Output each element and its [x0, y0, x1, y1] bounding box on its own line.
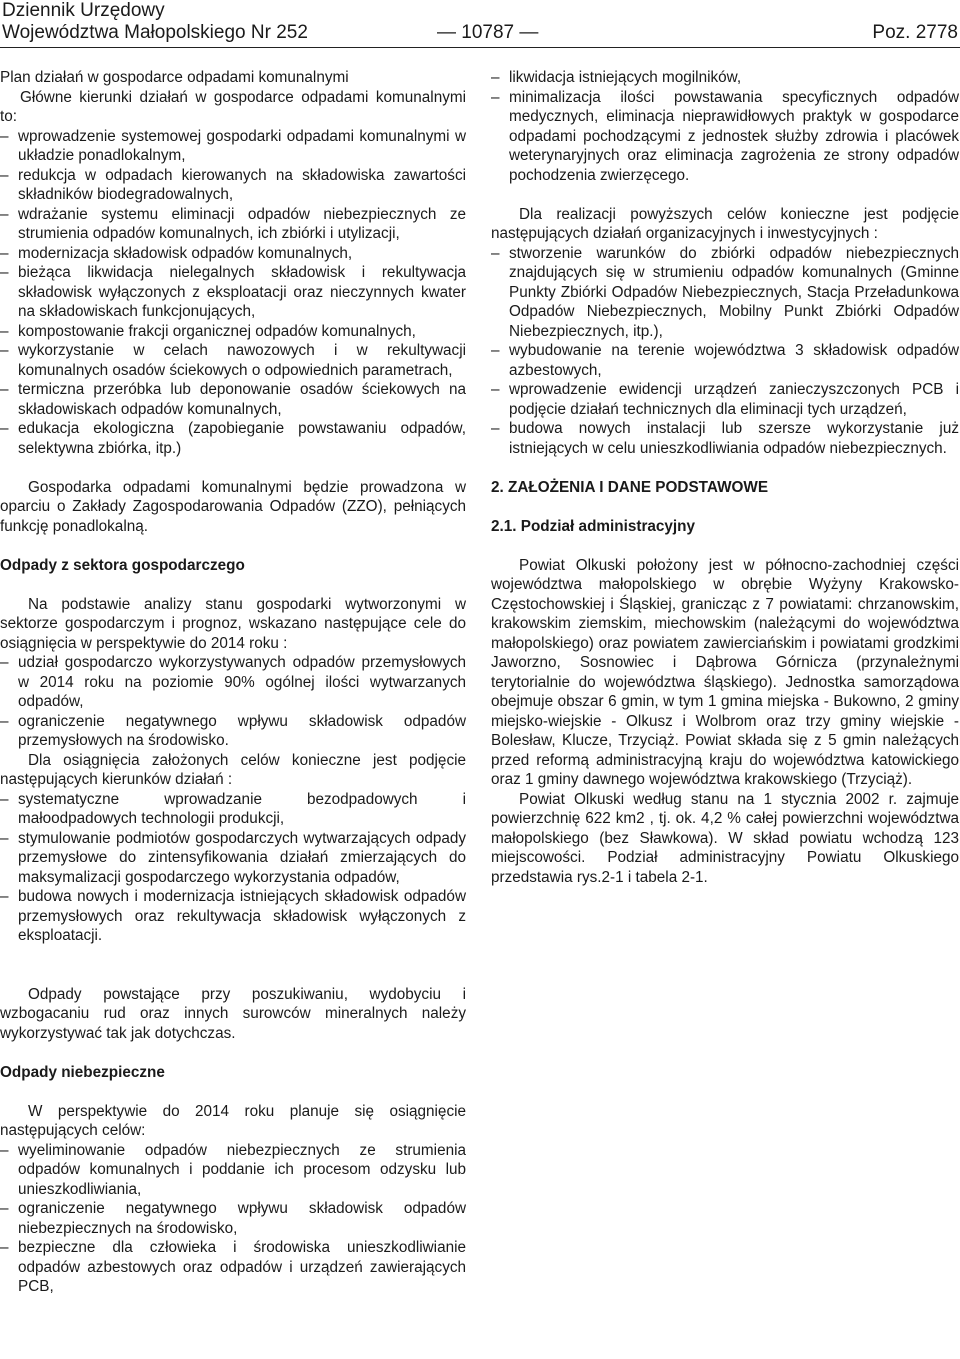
list-item: – kompostowanie frakcji organicznej odpadów komunalnych, — [0, 322, 466, 342]
journal-issue: Województwa Małopolskiego Nr 252 — [2, 22, 308, 43]
right-column — [491, 68, 959, 887]
list-item: – stworzenie warunków do zbiórki odpadów niebezpiecznych znajdujących się w strumieniu odpadów komunalnych (Gminne Punkty Zbiórki Odpadów Niebezpiecznych, Stacja Przeładunkowa Odpadów Niebezpiecznych, Mobilny Punkt Zbiórki Odpadów Niebezpiecznych, itp.), — [491, 244, 959, 342]
hazardous-intro: W perspektywie do 2014 roku planuje się osiągnięcie następujących celów: — [0, 1102, 466, 1139]
hazardous-actions-intro: Dla realizacji powyższych celów konieczne jest podjęcie następujących działań organizacyjnych i inwestycyjnych : — [491, 205, 959, 242]
economic-intro: Na podstawie analizy stanu gospodarki wytworzonymi w sektorze gospodarczym i prognoz, wskazano następujące cele do osiągnięcia w perspektywie do 2014 roku : — [0, 595, 466, 652]
list-item: – wykorzystanie w celach nawozowych i w rekultywacji komunalnych osadów ściekowych o odpowiednich parametrach, — [0, 341, 466, 380]
section-2-heading: 2. ZAŁOŻENIA I DANE PODSTAWOWE — [491, 478, 769, 496]
list-item: – modernizacja składowisk odpadów komunalnych, — [0, 244, 466, 264]
section-2-1-heading: 2.1. Podział administracyjny — [491, 517, 696, 535]
list-item: – udział gospodarczo wykorzystywanych odpadów przemysłowych w 2014 roku na poziomie 90% ogólnej ilości wytwarzanych odpadów, — [0, 653, 466, 712]
list-item: – wyeliminowanie odpadów niebezpiecznych ze strumienia odpadów komunalnych i poddanie ich procesom odzysku lub unieszkodliwiania, — [0, 1141, 466, 1200]
page-number: — 10787 — — [437, 22, 539, 43]
list-item: – wybudowanie na terenie województwa 3 składowisk odpadów azbestowych, — [491, 341, 959, 380]
list-item: – budowa nowych i modernizacja istniejących składowisk odpadów przemysłowych oraz rekultywacja składowisk wyłączonych z eksploatacji. — [0, 887, 466, 946]
list-item: – bezpieczne dla człowieka i środowiska unieszkodliwianie odpadów azbestowych oraz odpadów i urządzeń zawierających PCB, — [0, 1238, 466, 1297]
area-paragraph: Powiat Olkuski według stanu na 1 stycznia 2002 r. zajmuje powierzchnię 622 km2 , tj. ok. 4,2 % całej powierzchni województwa małopolskiego (bez Sławkowa). W skład powiatu wchodzą 123 miejscowości. Podział administracyjny Powiatu Olkuskiego przedstawia rys.2-1 i tabela 2-1. — [491, 790, 959, 886]
list-item: – wdrażanie systemu eliminacji odpadów niebezpiecznych ze strumienia odpadów komunalnych, ich zbiórki i utylizacji, — [0, 205, 466, 244]
list-item: – edukacja ekologiczna (zapobieganie powstawaniu odpadów, selektywna zbiórka, itp.) — [0, 419, 466, 458]
list-item: – minimalizacja ilości powstawania specyficznych odpadów medycznych, eliminacja nieprawidłowych praktyk w gospodarce odpadami pochodzącymi z jednostek służby zdrowia i placówek weterynaryjnych oraz eliminacja zagrożenia ze strony odpadów pochodzenia zwierzęcego. — [491, 88, 959, 186]
page-header — [0, 0, 960, 48]
list-item: – redukcja w odpadach kierowanych na składowiska zawartości składników biodegradowalnych, — [0, 166, 466, 205]
list-item: – budowa nowych instalacji lub szersze wykorzystanie już istniejących w celu unieszkodliwiania odpadów niebezpiecznych. — [491, 419, 959, 458]
economic-actions-intro: Dla osiągnięcia założonych celów konieczne jest podjęcie następujących kierunków działań : — [0, 751, 466, 788]
list-item: – termiczna przeróbka lub deponowanie osadów ściekowych na składowiskach odpadów komunalnych, — [0, 380, 466, 419]
list-item: – stymulowanie podmiotów gospodarczych wytwarzających odpady przemysłowe do zintensyfikowania działań zmierzających do maksymalizacji gospodarczego wykorzystania odpadów, — [0, 829, 466, 888]
list-item: – likwidacja istniejących mogilników, — [491, 68, 959, 88]
mining-paragraph: Odpady powstające przy poszukiwaniu, wydobyciu i wzbogacaniu rud oraz innych surowców mineralnych należy wykorzystywać tak jak dotychczas. — [0, 985, 466, 1042]
economic-heading: Odpady z sektora gospodarczego — [0, 556, 245, 574]
position-number: Poz. 2778 — [872, 22, 958, 43]
list-item: – wprowadzenie systemowej gospodarki odpadami komunalnymi w układzie ponadlokalnym, — [0, 127, 466, 166]
list-item: – ograniczenie negatywnego wpływu składowisk odpadów przemysłowych na środowisko. — [0, 712, 466, 751]
list-item: – bieżąca likwidacja nielegalnych składowisk i rekultywacja składowisk wyłączonych z eksploatacji oraz nieczynnych kwater na składowiskach funkcjonujących, — [0, 263, 466, 322]
list-item: – wprowadzenie ewidencji urządzeń zanieczyszczonych PCB i podjęcie działań technicznych dla eliminacji tych urządzeń, — [491, 380, 959, 419]
list-item: – ograniczenie negatywnego wpływu składowisk odpadów niebezpiecznych na środowisko, — [0, 1199, 466, 1238]
list-item: – systematyczne wprowadzanie bezodpadowych i małoodpadowych technologii produkcji, — [0, 790, 466, 829]
zzo-paragraph: Gospodarka odpadami komunalnymi będzie prowadzona w oparciu o Zakłady Zagospodarowania Odpadów (ZZO), pełniących funkcję ponadlokalną. — [0, 478, 466, 535]
left-column — [0, 68, 466, 1297]
journal-title: Dziennik Urzędowy — [2, 0, 165, 21]
plan-heading: Plan działań w gospodarce odpadami komunalnymi — [0, 69, 349, 86]
directions-intro: Główne kierunki działań w gospodarce odpadami komunalnymi to: — [0, 88, 466, 125]
hazardous-heading: Odpady niebezpieczne — [0, 1063, 165, 1081]
admin-paragraph: Powiat Olkuski położony jest w północno-zachodniej części województwa małopolskiego w obrębie Wyżyny Krakowsko-Częstochowskiej i Śląskiej, granicząc z 7 powiatami: chrzanowskim, krakowskim ziemskim, miechowskim (należącymi do województwa małopolskiego) oraz powiatem zawierciańskim i powiatami grodzkimi Jaworzno, Sosnowiec i Dąbrowa Górnicza (przynależnymi terytorialnie do województwa śląskiego). Jednostka samorządowa obejmuje obszar 6 gmin, w tym 1 gmina miejska - Bukowno, 2 gminy miejsko-wiejskie - Olkusz i Wolbrom oraz trzy gminy wiejskie - Bolesław, Klucze, Trzyciąż. Powiat składa się z 5 gmin należących przed reformą administracyjną kraju do województwa katowickiego oraz 1 gminy dawnego województwa krakowskiego (Trzyciąż). — [491, 556, 959, 788]
